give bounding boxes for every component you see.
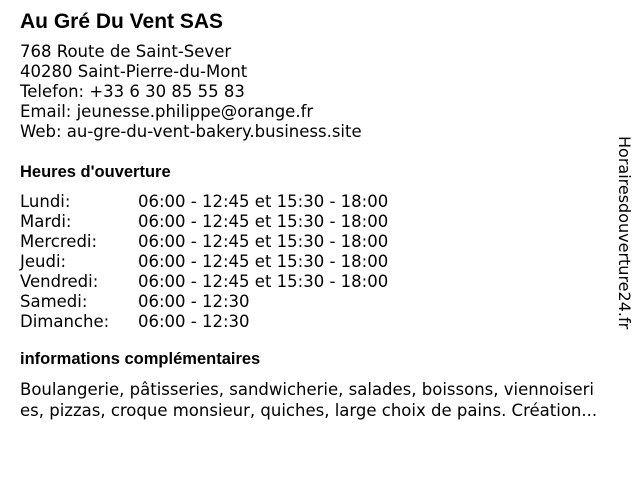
hours-row-monday [20,192,620,212]
hours-row-sunday [20,312,620,332]
hours-day: Lundi: [20,192,71,211]
hours-day: Mercredi: [20,232,98,251]
opening-hours-table [20,192,620,332]
hours-time: 06:00 - 12:45 et 15:30 - 18:00 [138,212,389,231]
business-name: Au Gré Du Vent SAS [20,10,224,33]
hours-time: 06:00 - 12:30 [138,312,250,331]
opening-hours-heading: Heures d'ouverture [20,163,171,181]
email-text: Email: jeunesse.philippe@orange.fr [20,102,314,121]
hours-day: Mardi: [20,212,72,231]
hours-time: 06:00 - 12:45 et 15:30 - 18:00 [138,252,389,271]
hours-day: Vendredi: [20,272,99,291]
watermark-site-name: Horairesdouverture24.fr [615,136,634,330]
hours-day: Dimanche: [20,312,110,331]
description [20,379,620,421]
hours-time: 06:00 - 12:45 et 15:30 - 18:00 [138,272,389,291]
hours-time: 06:00 - 12:30 [138,292,250,311]
business-card [20,8,620,421]
phone-text: Telefon: +33 6 30 85 55 83 [20,82,245,101]
hours-row-saturday [20,292,620,312]
hours-row-wednesday [20,232,620,252]
hours-row-tuesday [20,212,620,232]
description-line: Boulangerie, pâtisseries, sandwicherie, salades, boissons, viennoiseri [20,380,594,399]
hours-row-friday [20,272,620,292]
address-street: 768 Route de Saint-Sever [20,42,232,61]
hours-row-thursday [20,252,620,272]
hours-time: 06:00 - 12:45 et 15:30 - 18:00 [138,232,389,251]
description-line: es, pizzas, croque monsieur, quiches, large choix de pains. Création... [20,401,598,420]
additional-info-heading: informations complémentaires [20,350,261,368]
hours-day: Jeudi: [20,252,67,271]
website-text: Web: au-gre-du-vent-bakery.business.site [20,122,362,141]
hours-day: Samedi: [20,292,88,311]
address-city: 40280 Saint-Pierre-du-Mont [20,62,248,81]
hours-time: 06:00 - 12:45 et 15:30 - 18:00 [138,192,389,211]
